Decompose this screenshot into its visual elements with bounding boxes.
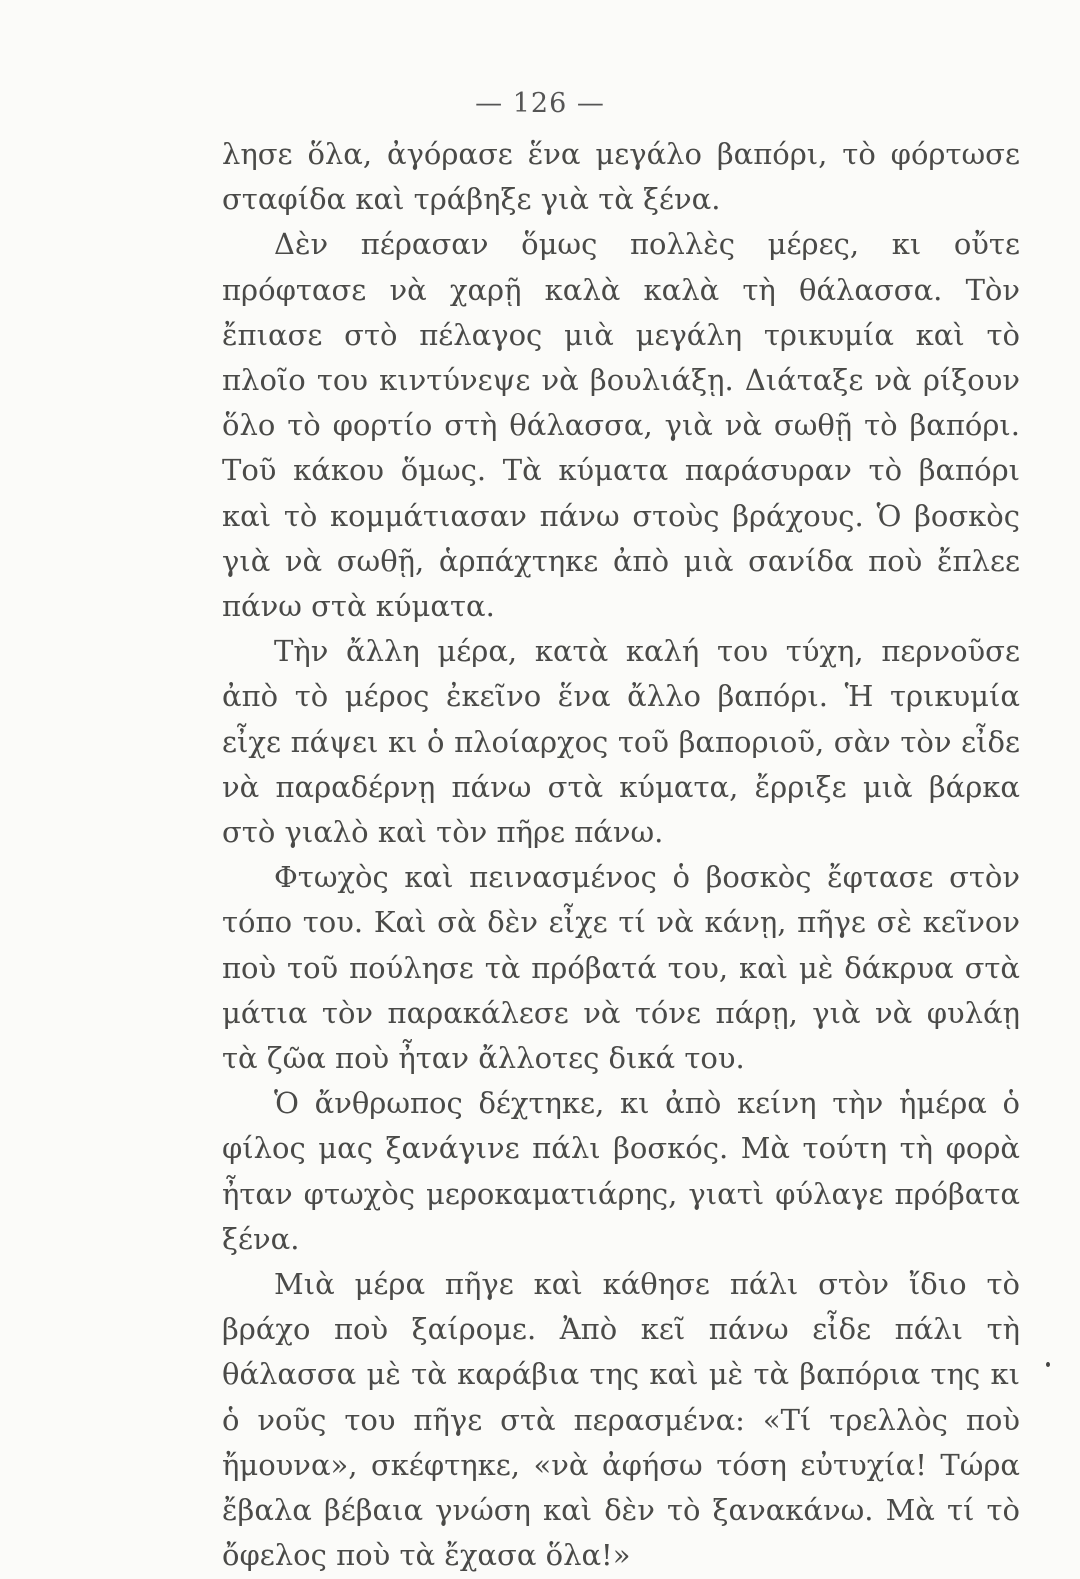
paragraph: Δὲν πέρασαν ὅμως πολλὲς μέρες, κι οὔτε πρόφτασε νὰ χαρῇ καλὰ καλὰ τὴ θάλασσα. Τὸν ἔπιασε στὸ πέλαγος μιὰ μεγάλη τρικυμία καὶ τὸ πλοῖο του κιντύνεψε νὰ βουλιάξῃ. Διάταξε νὰ ρίξουν ὅλο τὸ φορτίο στὴ θάλασσα, γιὰ νὰ σωθῇ τὸ βαπόρι. Τοῦ κάκου ὅμως. Τὰ κύματα παράσυραν τὸ βαπόρι καὶ τὸ κομμάτιασαν πάνω στοὺς βράχους. Ὁ βοσκὸς γιὰ νὰ σωθῇ, ἁρπάχτηκε ἀπὸ μιὰ σανίδα ποὺ ἔπλεε πάνω στὰ κύματα.: [222, 227, 1020, 624]
body-text: [222, 132, 1020, 1579]
page-number: — 126 —: [475, 88, 605, 119]
paragraph: Ὁ ἄνθρωπος δέχτηκε, κι ἀπὸ κείνη τὴν ἡμέρα ὁ φίλος μας ξανάγινε πάλι βοσκός. Μὰ τούτη τὴ φορὰ ἦταν φτωχὸς μεροκαματιάρης, γιατὶ φύλαγε πρόβατα ξένα.: [222, 1086, 1020, 1256]
paragraph: Μιὰ μέρα πῆγε καὶ κάθησε πάλι στὸν ἴδιο τὸ βράχο ποὺ ξαίρομε. Ἀπὸ κεῖ πάνω εἶδε πάλι τὴ θάλασσα μὲ τὰ καράβια της καὶ μὲ τὰ βαπόρια της κι ὁ νοῦς του πῆγε στὰ περασμένα: «Τί τρελλὸς ποὺ ἤμουνα», σκέφτηκε, «νὰ ἀφήσω τόση εὐτυχία! Τώρα ἔβαλα βέβαια γνώση καὶ δὲν τὸ ξανακάνω. Μὰ τί τὸ ὄφελος ποὺ τὰ ἔχασα ὅλα!»: [222, 1267, 1020, 1573]
paragraph: Τὴν ἄλλη μέρα, κατὰ καλή του τύχη, περνοῦσε ἀπὸ τὸ μέρος ἐκεῖνο ἕνα ἄλλο βαπόρι. Ἡ τρικυμία εἶχε πάψει κι ὁ πλοίαρχος τοῦ βαποριοῦ, σὰν τὸν εἶδε νὰ παραδέρνῃ πάνω στὰ κύματα, ἔρριξε μιὰ βάρκα στὸ γιαλὸ καὶ τὸν πῆρε πάνω.: [222, 634, 1020, 850]
ink-speck: [1046, 1362, 1050, 1367]
paragraph-continuation: λησε ὅλα, ἀγόρασε ἕνα μεγάλο βαπόρι, τὸ φόρτωσε σταφίδα καὶ τράβηξε γιὰ τὰ ξένα.: [222, 137, 1020, 217]
paragraph: Φτωχὸς καὶ πεινασμένος ὁ βοσκὸς ἔφτασε στὸν τόπο του. Καὶ σὰ δὲν εἶχε τί νὰ κάνῃ, πῆγε σὲ κεῖνον ποὺ τοῦ πούλησε τὰ πρόβατά του, καὶ μὲ δάκρυα στὰ μάτια τὸν παρακάλεσε νὰ τόνε πάρῃ, γιὰ νὰ φυλάῃ τὰ ζῶα ποὺ ἦταν ἄλλοτες δικά του.: [222, 860, 1020, 1076]
